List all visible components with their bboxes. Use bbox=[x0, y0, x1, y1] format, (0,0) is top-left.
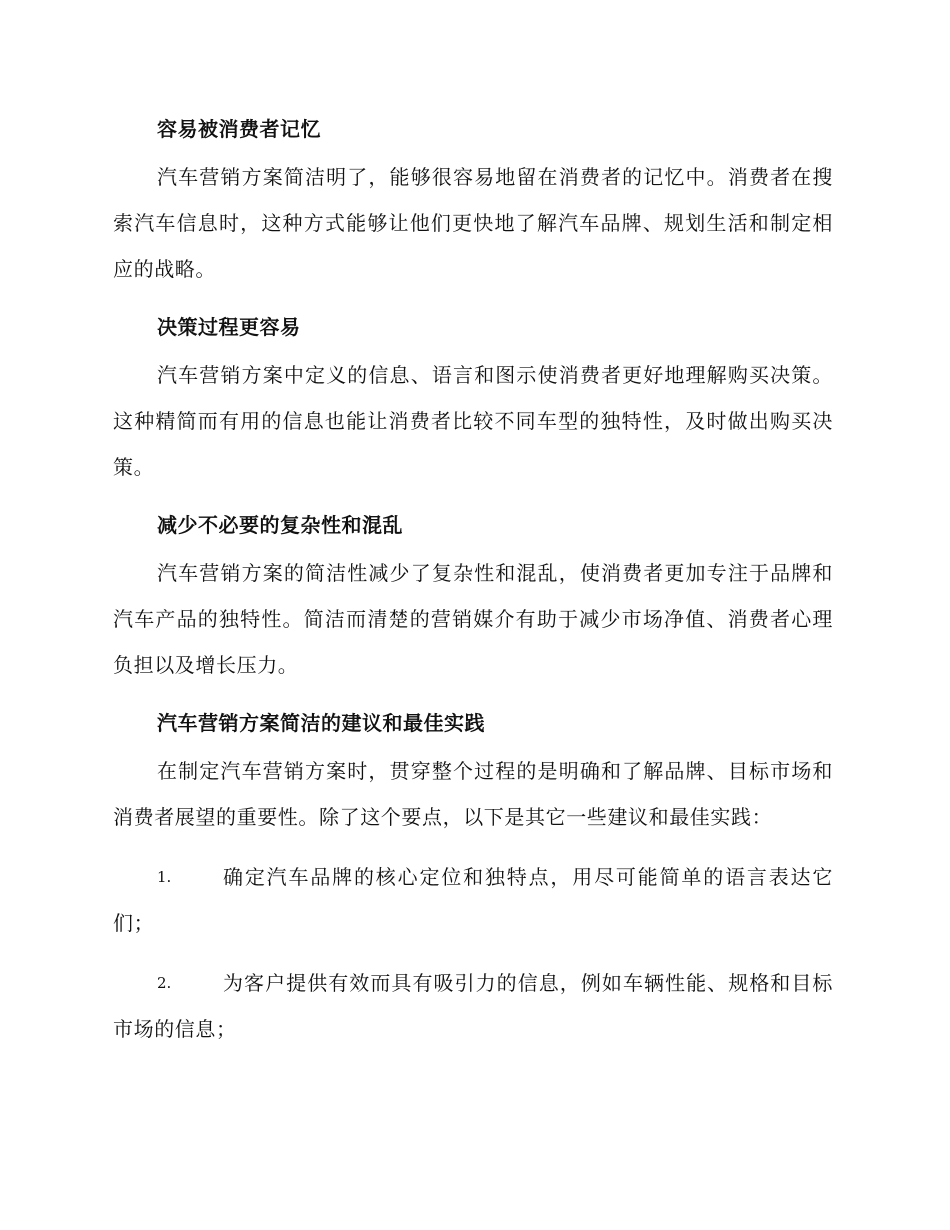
section-heading: 减少不必要的复杂性和混乱 bbox=[157, 513, 403, 537]
section-paragraph: 汽车营销方案简洁明了，能够很容易地留在消费者的记忆中。消费者在搜索汽车信息时，这种方式能够让他们更快地了解汽车品牌、规划生活和制定相应的战略。 bbox=[113, 165, 833, 281]
list-item bbox=[113, 854, 833, 946]
section-paragraph: 汽车营销方案中定义的信息、语言和图示使消费者更好地理解购买决策。这种精简而有用的信息也能让消费者比较不同车型的独特性，及时做出购买决策。 bbox=[113, 363, 833, 479]
list-item-text: 确定汽车品牌的核心定位和独特点，用尽可能简单的语言表达它们； bbox=[113, 865, 833, 935]
section-paragraph: 在制定汽车营销方案时，贯穿整个过程的是明确和了解品牌、目标市场和消费者展望的重要性。除了这个要点，以下是其它一些建议和最佳实践： bbox=[113, 759, 833, 829]
list-item-number: 1. bbox=[157, 868, 172, 886]
section-paragraph: 汽车营销方案的简洁性减少了复杂性和混乱，使消费者更加专注于品牌和汽车产品的独特性。简洁而清楚的营销媒介有助于减少市场净值、消费者心理负担以及增长压力。 bbox=[113, 561, 833, 677]
list-item-text: 为客户提供有效而具有吸引力的信息，例如车辆性能、规格和目标市场的信息； bbox=[113, 971, 833, 1041]
list-item bbox=[113, 960, 833, 1052]
section-heading: 汽车营销方案简洁的建议和最佳实践 bbox=[157, 711, 485, 735]
section-heading: 容易被消费者记忆 bbox=[157, 117, 321, 141]
list-item-number: 2. bbox=[157, 974, 172, 992]
document-page bbox=[113, 106, 833, 1066]
section-heading: 决策过程更容易 bbox=[157, 315, 301, 339]
